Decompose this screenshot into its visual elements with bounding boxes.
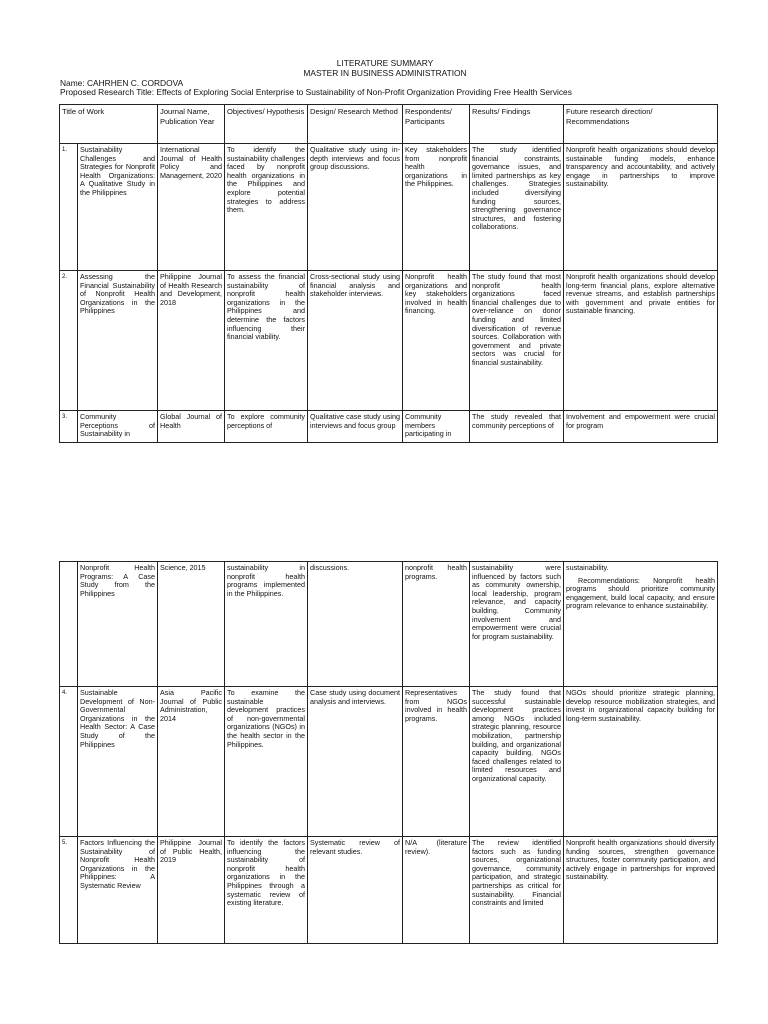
cell-results: The study found that most nonprofit health organizations faced financial challenges due to over-reliance on donor funding and limited diversification of revenue sources. Collaboration with government and private sectors was crucial for financial sustainability. bbox=[470, 271, 564, 411]
cell-journal: Asia Pacific Journal of Public Administration, 2014 bbox=[158, 687, 225, 837]
cell-respondents: Nonprofit health organizations and key stakeholders involved in health financing. bbox=[403, 271, 470, 411]
cell-objectives: To assess the financial sustainability of nonprofit health organizations in the Philippines and determine the factors influencing their financial viability. bbox=[225, 271, 308, 411]
program-subtitle: MASTER IN BUSINESS ADMINISTRATION bbox=[303, 68, 467, 78]
cell-results: sustainability were influenced by factors such as community ownership, local leadership, program relevance, and capacity building. Community involvement and empowerment were crucial for program sustainability. bbox=[470, 562, 564, 687]
row-number: 4. bbox=[60, 687, 78, 837]
row-number: 2. bbox=[60, 271, 78, 411]
col-header-future: Future research direction/ Recommendations bbox=[564, 105, 718, 144]
cell-future bbox=[564, 562, 718, 687]
cell-journal: Global Journal of Health bbox=[158, 411, 225, 443]
cell-title: Nonprofit Health Programs: A Case Study from the Philippines bbox=[78, 562, 158, 687]
cell-design: Qualitative case study using interviews and focus group bbox=[308, 411, 403, 443]
row-number: 1. bbox=[60, 144, 78, 271]
cell-design: Cross-sectional study using financial analysis and stakeholder interviews. bbox=[308, 271, 403, 411]
cell-design: discussions. bbox=[308, 562, 403, 687]
cell-journal: Philippine Journal of Public Health, 2019 bbox=[158, 837, 225, 944]
table-row bbox=[60, 562, 718, 687]
cell-results: The review identified factors such as funding sources, organizational governance, community participation, and strategic partnerships as critical for sustainability. Financial constraints and limited bbox=[470, 837, 564, 944]
table-row bbox=[60, 144, 718, 271]
col-header-respondents: Respondents/ Participants bbox=[403, 105, 470, 144]
cell-results: The study identified financial constraints, governance issues, and limited partnerships as key challenges. Strategies included diversifying funding sources, strengthening governance structures, and fostering collaborations. bbox=[470, 144, 564, 271]
col-header-results: Results/ Findings bbox=[470, 105, 564, 144]
cell-future: Nonprofit health organizations should develop long-term financial plans, explore alternative revenue streams, and establish partnerships with government and private entities for sustainable financing. bbox=[564, 271, 718, 411]
cell-future: NGOs should prioritize strategic planning, develop resource mobilization strategies, and invest in organizational capacity building for long-term sustainability. bbox=[564, 687, 718, 837]
table-row bbox=[60, 271, 718, 411]
row-number: 5. bbox=[60, 837, 78, 944]
cell-results: The study found that successful sustainable development practices among NGOs included strategic planning, resource mobilization, partnership building, and organizational capacity building. NGOs faced challenges related to limited resources and organizational capacity. bbox=[470, 687, 564, 837]
research-title: Proposed Research Title: Effects of Exploring Social Enterprise to Sustainability of Non-Profit Organization Providing Free Health Services bbox=[60, 87, 572, 97]
col-header-title: Title of Work bbox=[60, 105, 158, 144]
row-number: 3. bbox=[60, 411, 78, 443]
cell-respondents: Community members participating in bbox=[403, 411, 470, 443]
cell-journal: Science, 2015 bbox=[158, 562, 225, 687]
cell-future: Nonprofit health organizations should develop sustainable funding models, enhance transparency and accountability, and actively engage in partnerships to improve sustainability. bbox=[564, 144, 718, 271]
cell-respondents: Representatives from NGOs involved in health programs. bbox=[403, 687, 470, 837]
cell-title: Factors Influencing the Sustainability of Nonprofit Health Organizations in the Philippines: A Systematic Review bbox=[78, 837, 158, 944]
cell-future: Nonprofit health organizations should diversify funding sources, strengthen governance structures, foster community participation, and actively engage in partnerships for improved sustainability. bbox=[564, 837, 718, 944]
author-name: Name: CAHRHEN C. CORDOVA bbox=[60, 78, 184, 88]
literature-table-page-1 bbox=[59, 104, 718, 443]
table-row bbox=[60, 411, 718, 443]
cell-results: The study revealed that community perceptions of bbox=[470, 411, 564, 443]
table-row bbox=[60, 837, 718, 944]
cell-design: Case study using document analysis and interviews. bbox=[308, 687, 403, 837]
col-header-objectives: Objectives/ Hypothesis bbox=[225, 105, 308, 144]
cell-respondents: Key stakeholders from nonprofit health organizations in the Philippines. bbox=[403, 144, 470, 271]
literature-table-page-2 bbox=[59, 561, 718, 944]
cell-objectives: sustainability in nonprofit health programs implemented in the Philippines. bbox=[225, 562, 308, 687]
recommendations-text: Recommendations: Nonprofit health programs should prioritize community engagement, build local capacity, and ensure program relevance to enhance sustainability. bbox=[566, 575, 715, 611]
cell-journal: Philippine Journal of Health Research and Development, 2018 bbox=[158, 271, 225, 411]
cell-respondents: N/A (literature review). bbox=[403, 837, 470, 944]
table-row bbox=[60, 687, 718, 837]
cell-future: Involvement and empowerment were crucial for program bbox=[564, 411, 718, 443]
document-title: LITERATURE SUMMARY bbox=[336, 58, 434, 68]
cell-objectives: To examine the sustainable development practices of non-governmental organizations (NGOs) in the health sector in the Philippines. bbox=[225, 687, 308, 837]
cell-design: Systematic review of relevant studies. bbox=[308, 837, 403, 944]
cell-objectives: To identify the sustainability challenges faced by nonprofit health organizations in the Philippines and explore potential strategies to address them. bbox=[225, 144, 308, 271]
col-header-design: Design/ Research Method bbox=[308, 105, 403, 144]
future-text-continued: sustainability. bbox=[566, 563, 609, 572]
cell-title: Sustainable Development of Non-Governmental Organizations in the Health Sector: A Case Study of the Philippines bbox=[78, 687, 158, 837]
col-header-journal: Journal Name, Publication Year bbox=[158, 105, 225, 144]
cell-journal: International Journal of Health Policy and Management, 2020 bbox=[158, 144, 225, 271]
cell-objectives: To identify the factors influencing the sustainability of nonprofit health organizations in the Philippines through a systematic review of existing literature. bbox=[225, 837, 308, 944]
cell-design: Qualitative study using in-depth interviews and focus group discussions. bbox=[308, 144, 403, 271]
cell-title: Community Perceptions of Sustainability in bbox=[78, 411, 158, 443]
cell-respondents: nonprofit health programs. bbox=[403, 562, 470, 687]
cell-objectives: To explore community perceptions of bbox=[225, 411, 308, 443]
cell-title: Assessing the Financial Sustainability of Nonprofit Health Organizations in the Philippines bbox=[78, 271, 158, 411]
cell-title: Sustainability Challenges and Strategies for Nonprofit Health Organizations: A Qualitative Study in the Philippines bbox=[78, 144, 158, 271]
header-row bbox=[60, 105, 718, 144]
